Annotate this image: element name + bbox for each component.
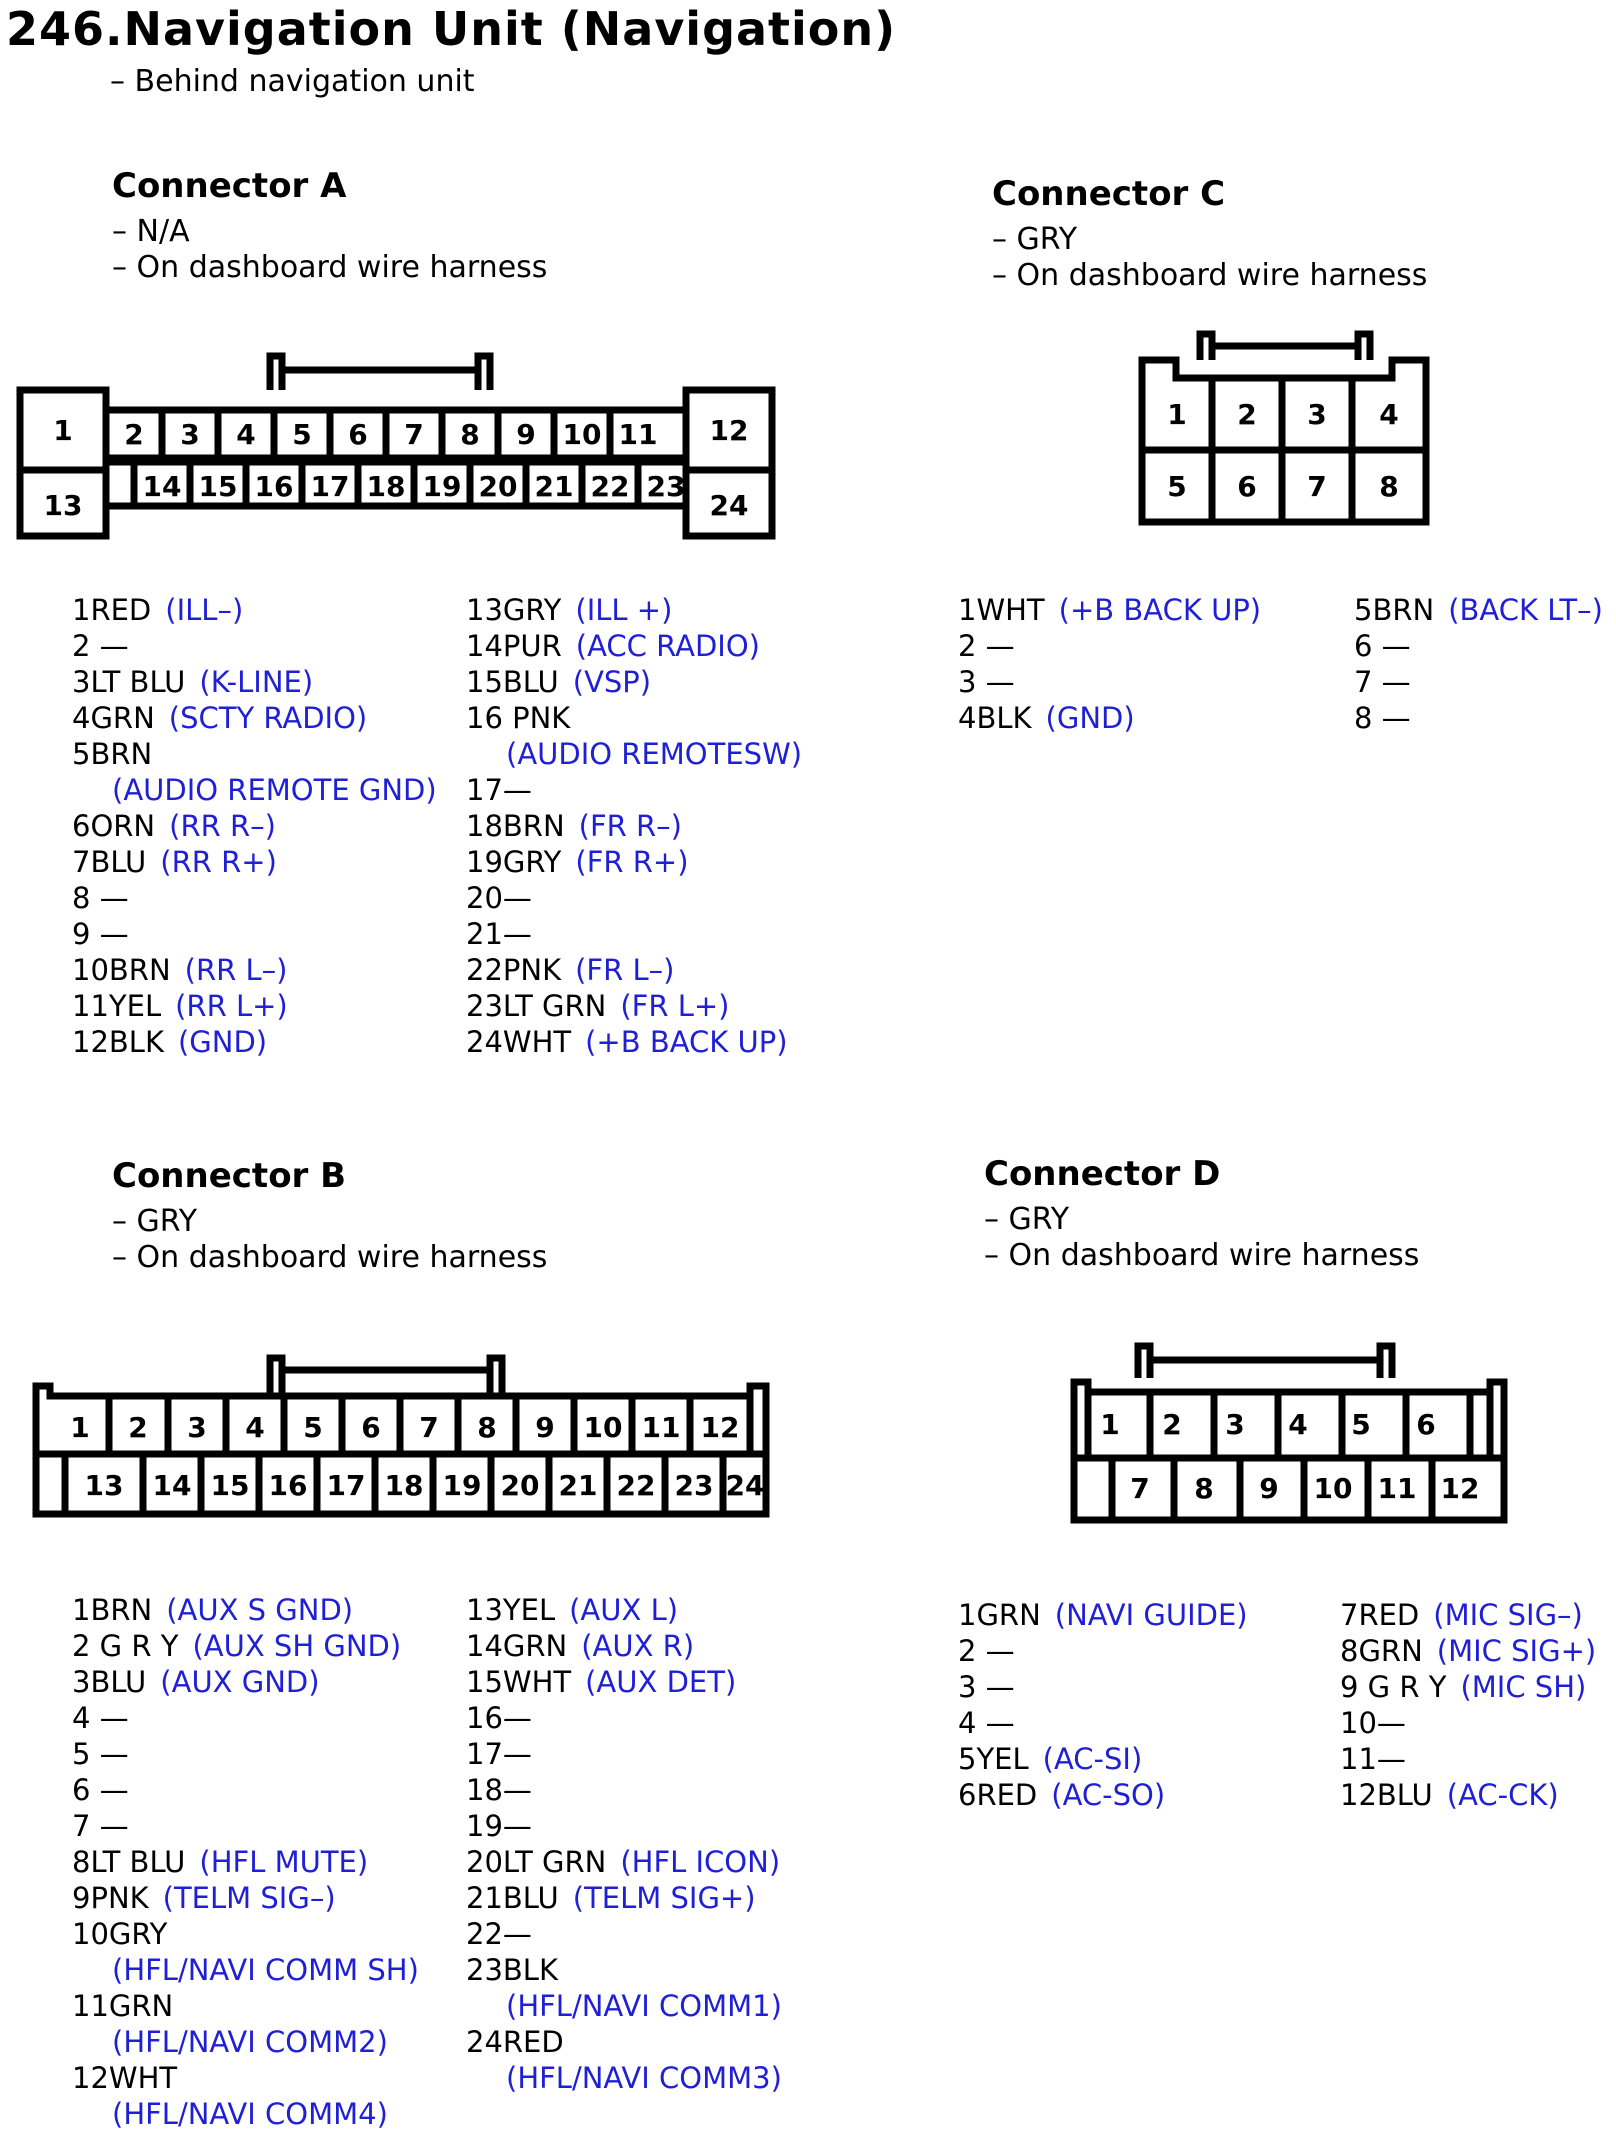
pin-wire-color: 12WHT xyxy=(72,2061,178,2095)
pin-row xyxy=(1354,628,1603,664)
pin-number: 7 xyxy=(419,1411,439,1444)
pin-wire-color: 10— xyxy=(1340,1706,1406,1740)
pin-row xyxy=(958,700,1261,736)
pin-number: 6 xyxy=(348,418,368,451)
pin-row xyxy=(72,1592,419,1628)
pin-function: (AUX R) xyxy=(581,1629,695,1663)
pin-wire-color: 8 — xyxy=(1354,701,1411,735)
pin-number: 1 xyxy=(1100,1408,1120,1441)
pin-function: (ILL–) xyxy=(165,593,244,627)
connector-b-harness: – On dashboard wire harness xyxy=(112,1240,548,1275)
connector-c-pin-list-left xyxy=(958,592,1261,736)
connector-c-color: – GRY xyxy=(992,222,1078,257)
pin-wire-color: 19— xyxy=(466,1809,532,1843)
connector-b-diagram xyxy=(20,1340,780,1530)
pin-row xyxy=(466,844,802,880)
pin-number: 22 xyxy=(616,1469,656,1502)
pin-function: (K-LINE) xyxy=(199,665,314,699)
pin-row xyxy=(958,1669,1248,1705)
pin-row xyxy=(466,988,802,1024)
pin-number: 21 xyxy=(558,1469,598,1502)
pin-wire-color: 7 — xyxy=(1354,665,1411,699)
pin-row xyxy=(466,628,802,664)
pin-row xyxy=(466,1700,782,1736)
pin-wire-color: 7 — xyxy=(72,1809,129,1843)
pin-number: 6 xyxy=(1416,1408,1436,1441)
pin-row xyxy=(466,1664,782,1700)
pin-row xyxy=(72,1700,419,1736)
connector-d-title: Connector D xyxy=(984,1154,1221,1194)
pin-row xyxy=(466,1592,782,1628)
connector-a-pin-list-right xyxy=(466,592,802,1060)
pin-number: 12 xyxy=(1440,1472,1480,1505)
pin-number: 2 xyxy=(128,1411,148,1444)
pin-row xyxy=(72,1916,419,1952)
pin-number: 2 xyxy=(124,418,144,451)
pin-row xyxy=(72,1628,419,1664)
pin-wire-color: 17— xyxy=(466,773,532,807)
pin-wire-color: 4GRN xyxy=(72,701,155,735)
connector-b-color: – GRY xyxy=(112,1204,198,1239)
pin-function: (RR R+) xyxy=(160,845,277,879)
pin-row xyxy=(958,1597,1248,1633)
pin-number: 18 xyxy=(366,470,406,503)
pin-number: 20 xyxy=(500,1469,540,1502)
pin-function: (HFL/NAVI COMM4) xyxy=(112,2097,388,2131)
pin-wire-color: 8 — xyxy=(72,881,129,915)
pin-function: (FR L–) xyxy=(575,953,675,987)
pin-wire-color: 1RED xyxy=(72,593,152,627)
pin-row xyxy=(72,700,437,736)
connector-b-pin-list-right xyxy=(466,1592,782,2096)
pin-row xyxy=(72,1844,419,1880)
pin-number: 5 xyxy=(292,418,312,451)
pin-row xyxy=(72,2096,419,2132)
pin-row xyxy=(1354,664,1603,700)
pin-row xyxy=(958,1633,1248,1669)
pin-row xyxy=(1340,1669,1596,1705)
pin-row xyxy=(466,1628,782,1664)
pin-row xyxy=(958,1777,1248,1813)
pin-wire-color: 24RED xyxy=(466,2025,564,2059)
connector-c-harness: – On dashboard wire harness xyxy=(992,258,1428,293)
pin-row xyxy=(72,592,437,628)
pin-wire-color: 23BLK xyxy=(466,1953,558,1987)
pin-wire-color: 11GRN xyxy=(72,1989,174,2023)
connector-b-pin-list-left xyxy=(72,1592,419,2132)
pin-row xyxy=(72,1952,419,1988)
pin-wire-color: 3 — xyxy=(958,1670,1015,1704)
pin-row xyxy=(72,736,437,772)
pin-function: (AUX S GND) xyxy=(166,1593,354,1627)
pin-number: 14 xyxy=(142,470,182,503)
pin-row xyxy=(72,664,437,700)
pin-wire-color: 15BLU xyxy=(466,665,559,699)
pin-function: (AUX SH GND) xyxy=(192,1629,402,1663)
pin-function: (AUDIO REMOTE GND) xyxy=(112,773,437,807)
pin-number: 1 xyxy=(70,1411,90,1444)
pin-wire-color: 7RED xyxy=(1340,1598,1420,1632)
pin-wire-color: 10GRY xyxy=(72,1917,168,1951)
pin-number: 13 xyxy=(84,1469,124,1502)
pin-number: 1 xyxy=(1167,398,1187,431)
pin-row xyxy=(466,808,802,844)
pin-wire-color: 5BRN xyxy=(1354,593,1435,627)
pin-wire-color: 22PNK xyxy=(466,953,562,987)
pin-wire-color: 14GRN xyxy=(466,1629,568,1663)
pin-wire-color: 2 G R Y xyxy=(72,1629,179,1663)
pin-wire-color: 10BRN xyxy=(72,953,171,987)
pin-function: (AUDIO REMOTESW) xyxy=(506,737,803,771)
pin-number: 20 xyxy=(478,470,518,503)
pin-number: 18 xyxy=(384,1469,424,1502)
pin-function: (SCTY RADIO) xyxy=(168,701,368,735)
pin-row xyxy=(466,880,802,916)
pin-function: (MIC SH) xyxy=(1460,1670,1587,1704)
pin-row xyxy=(72,2024,419,2060)
pin-row xyxy=(72,916,437,952)
connector-d-color: – GRY xyxy=(984,1202,1070,1237)
pin-wire-color: 4BLK xyxy=(958,701,1032,735)
pin-wire-color: 3LT BLU xyxy=(72,665,186,699)
pin-row xyxy=(72,772,437,808)
pin-function: (AUX GND) xyxy=(160,1665,320,1699)
pin-row xyxy=(958,628,1261,664)
pin-number: 9 xyxy=(535,1411,555,1444)
pin-number: 23 xyxy=(646,470,686,503)
pin-wire-color: 12BLK xyxy=(72,1025,164,1059)
pin-number: 4 xyxy=(1288,1408,1308,1441)
pin-number: 8 xyxy=(1194,1472,1214,1505)
connector-b-title: Connector B xyxy=(112,1156,347,1196)
pin-wire-color: 13YEL xyxy=(466,1593,556,1627)
pin-number: 2 xyxy=(1162,1408,1182,1441)
pin-wire-color: 11— xyxy=(1340,1742,1406,1776)
connector-c-title: Connector C xyxy=(992,174,1226,214)
pin-wire-color: 24WHT xyxy=(466,1025,572,1059)
pin-number: 4 xyxy=(1379,398,1399,431)
pin-number: 13 xyxy=(43,489,83,522)
pin-function: (FR L+) xyxy=(620,989,730,1023)
pin-function: (GND) xyxy=(177,1025,268,1059)
pin-row xyxy=(466,916,802,952)
pin-function: (ILL +) xyxy=(575,593,673,627)
pin-number: 1 xyxy=(53,414,73,447)
pin-wire-color: 1WHT xyxy=(958,593,1045,627)
pin-number: 6 xyxy=(1237,470,1257,503)
connector-c-diagram xyxy=(1130,320,1450,540)
pin-row xyxy=(72,1736,419,1772)
connector-d-pin-list-right xyxy=(1340,1597,1596,1813)
pin-number: 5 xyxy=(303,1411,323,1444)
pin-number: 16 xyxy=(268,1469,308,1502)
pin-row xyxy=(72,1024,437,1060)
pin-number: 5 xyxy=(1351,1408,1371,1441)
pin-number: 4 xyxy=(236,418,256,451)
pin-row xyxy=(466,592,802,628)
pin-row xyxy=(466,1024,802,1060)
page-title: 246.Navigation Unit (Navigation) xyxy=(6,2,897,56)
pin-function: (HFL MUTE) xyxy=(199,1845,369,1879)
pin-row xyxy=(466,1880,782,1916)
pin-number: 16 xyxy=(254,470,294,503)
pin-wire-color: 19GRY xyxy=(466,845,562,879)
connector-a-harness: – On dashboard wire harness xyxy=(112,250,548,285)
pin-number: 8 xyxy=(1379,470,1399,503)
pin-number: 24 xyxy=(709,489,749,522)
pin-row xyxy=(958,1705,1248,1741)
pin-function: (HFL ICON) xyxy=(620,1845,781,1879)
pin-wire-color: 23LT GRN xyxy=(466,989,607,1023)
pin-row xyxy=(1354,700,1603,736)
pin-row xyxy=(958,664,1261,700)
connector-c-pin-list-right xyxy=(1354,592,1603,736)
pin-number: 22 xyxy=(590,470,630,503)
pin-function: (HFL/NAVI COMM3) xyxy=(506,2061,782,2095)
pin-row xyxy=(1340,1777,1596,1813)
pin-row xyxy=(72,988,437,1024)
pin-wire-color: 9PNK xyxy=(72,1881,149,1915)
pin-function: (GND) xyxy=(1045,701,1135,735)
pin-wire-color: 9 — xyxy=(72,917,129,951)
pin-number: 3 xyxy=(187,1411,207,1444)
pin-row xyxy=(958,1741,1248,1777)
pin-number: 9 xyxy=(516,418,536,451)
pin-row xyxy=(958,592,1261,628)
pin-wire-color: 4 — xyxy=(72,1701,129,1735)
pin-wire-color: 20— xyxy=(466,881,532,915)
pin-wire-color: 2 — xyxy=(72,629,129,663)
pin-function: (HFL/NAVI COMM1) xyxy=(506,1989,782,2023)
pin-wire-color: 9 G R Y xyxy=(1340,1670,1447,1704)
pin-wire-color: 4 — xyxy=(958,1706,1015,1740)
pin-row xyxy=(466,1988,782,2024)
pin-number: 8 xyxy=(460,418,480,451)
pin-wire-color: 12BLU xyxy=(1340,1778,1433,1812)
pin-function: (AC-CK) xyxy=(1446,1778,1559,1812)
pin-row xyxy=(466,1952,782,1988)
pin-function: (AC-SO) xyxy=(1051,1778,1166,1812)
pin-number: 17 xyxy=(310,470,350,503)
pin-wire-color: 22— xyxy=(466,1917,532,1951)
pin-number: 10 xyxy=(1313,1472,1353,1505)
pin-wire-color: 8LT BLU xyxy=(72,1845,186,1879)
pin-number: 24 xyxy=(725,1469,765,1502)
pin-number: 10 xyxy=(562,418,602,451)
pin-number: 15 xyxy=(210,1469,250,1502)
pin-row xyxy=(466,700,802,736)
pin-number: 11 xyxy=(641,1411,681,1444)
pin-row xyxy=(72,880,437,916)
pin-wire-color: 21BLU xyxy=(466,1881,559,1915)
pin-row xyxy=(466,736,802,772)
connector-d-harness: – On dashboard wire harness xyxy=(984,1238,1420,1273)
pin-wire-color: 17— xyxy=(466,1737,532,1771)
pin-number: 11 xyxy=(618,418,658,451)
pin-function: (RR L+) xyxy=(175,989,288,1023)
pin-function: (AUX L) xyxy=(569,1593,679,1627)
pin-number: 21 xyxy=(534,470,574,503)
pin-row xyxy=(72,1880,419,1916)
pin-number: 3 xyxy=(180,418,200,451)
pin-row xyxy=(466,1736,782,1772)
pin-number: 6 xyxy=(361,1411,381,1444)
pin-row xyxy=(72,952,437,988)
pin-function: (BACK LT–) xyxy=(1448,593,1603,627)
pin-wire-color: 6ORN xyxy=(72,809,156,843)
pin-row xyxy=(466,2024,782,2060)
pin-function: (TELM SIG–) xyxy=(162,1881,336,1915)
pin-function: (NAVI GUIDE) xyxy=(1054,1598,1248,1632)
pin-function: (MIC SIG+) xyxy=(1436,1634,1597,1668)
pin-function: (RR R–) xyxy=(169,809,276,843)
pin-row xyxy=(1340,1633,1596,1669)
pin-row xyxy=(72,1664,419,1700)
pin-number: 7 xyxy=(1307,470,1327,503)
pin-number: 3 xyxy=(1307,398,1327,431)
pin-wire-color: 3BLU xyxy=(72,1665,147,1699)
pin-wire-color: 21— xyxy=(466,917,532,951)
pin-wire-color: 14PUR xyxy=(466,629,562,663)
pin-row xyxy=(72,628,437,664)
pin-wire-color: 5BRN xyxy=(72,737,153,771)
connector-a-diagram xyxy=(0,340,790,540)
pin-function: (TELM SIG+) xyxy=(572,1881,756,1915)
pin-wire-color: 15WHT xyxy=(466,1665,572,1699)
pin-wire-color: 18— xyxy=(466,1773,532,1807)
pin-row xyxy=(466,1916,782,1952)
pin-wire-color: 16— xyxy=(466,1701,532,1735)
connector-d-diagram xyxy=(1060,1330,1520,1530)
pin-function: (AC-SI) xyxy=(1042,1742,1143,1776)
pin-function: (HFL/NAVI COMM SH) xyxy=(112,1953,419,1987)
pin-function: (VSP) xyxy=(572,665,652,699)
pin-number: 8 xyxy=(477,1411,497,1444)
pin-row xyxy=(1340,1597,1596,1633)
pin-wire-color: 2 — xyxy=(958,1634,1015,1668)
pin-number: 9 xyxy=(1259,1472,1279,1505)
pin-function: (HFL/NAVI COMM2) xyxy=(112,2025,388,2059)
pin-wire-color: 2 — xyxy=(958,629,1015,663)
connector-a-title: Connector A xyxy=(112,166,347,206)
pin-wire-color: 6 — xyxy=(72,1773,129,1807)
pin-function: (MIC SIG–) xyxy=(1433,1598,1583,1632)
pin-row xyxy=(466,1808,782,1844)
pin-row xyxy=(72,844,437,880)
pin-row xyxy=(466,1844,782,1880)
pin-wire-color: 3 — xyxy=(958,665,1015,699)
pin-number: 12 xyxy=(700,1411,740,1444)
pin-wire-color: 8GRN xyxy=(1340,1634,1423,1668)
pin-wire-color: 7BLU xyxy=(72,845,147,879)
pin-row xyxy=(1340,1741,1596,1777)
pin-row xyxy=(1354,592,1603,628)
pin-row xyxy=(466,2060,782,2096)
pin-number: 7 xyxy=(404,418,424,451)
pin-wire-color: 18BRN xyxy=(466,809,565,843)
connector-d-pin-list-left xyxy=(958,1597,1248,1813)
pin-row xyxy=(466,952,802,988)
pin-number: 4 xyxy=(245,1411,265,1444)
pin-row xyxy=(72,1988,419,2024)
pin-number: 15 xyxy=(198,470,238,503)
pin-number: 19 xyxy=(422,470,462,503)
connector-a-color: – N/A xyxy=(112,214,190,249)
pin-wire-color: 5YEL xyxy=(958,1742,1029,1776)
pin-number: 10 xyxy=(583,1411,623,1444)
pin-row xyxy=(466,1772,782,1808)
pin-wire-color: 1BRN xyxy=(72,1593,153,1627)
pin-row xyxy=(1340,1705,1596,1741)
pin-wire-color: 6RED xyxy=(958,1778,1038,1812)
pin-number: 19 xyxy=(442,1469,482,1502)
pin-wire-color: 16 PNK xyxy=(466,701,571,735)
connector-a-pin-list-left xyxy=(72,592,437,1060)
pin-row xyxy=(72,808,437,844)
pin-number: 11 xyxy=(1377,1472,1417,1505)
pin-row xyxy=(72,1772,419,1808)
pin-function: (FR R–) xyxy=(578,809,682,843)
pin-row xyxy=(466,664,802,700)
pin-function: (RR L–) xyxy=(184,953,288,987)
page-subtitle: – Behind navigation unit xyxy=(110,64,475,99)
pin-function: (+B BACK UP) xyxy=(1058,593,1262,627)
pin-row xyxy=(72,1808,419,1844)
pin-function: (FR R+) xyxy=(575,845,689,879)
pin-number: 23 xyxy=(674,1469,714,1502)
pin-function: (ACC RADIO) xyxy=(575,629,760,663)
pin-wire-color: 5 — xyxy=(72,1737,129,1771)
pin-wire-color: 13GRY xyxy=(466,593,562,627)
pin-wire-color: 20LT GRN xyxy=(466,1845,607,1879)
pin-number: 14 xyxy=(152,1469,192,1502)
pin-number: 5 xyxy=(1167,470,1187,503)
pin-number: 3 xyxy=(1225,1408,1245,1441)
pin-number: 2 xyxy=(1237,398,1257,431)
pin-wire-color: 6 — xyxy=(1354,629,1411,663)
pin-number: 12 xyxy=(709,414,749,447)
pin-row xyxy=(466,772,802,808)
pin-number: 17 xyxy=(326,1469,366,1502)
pin-function: (+B BACK UP) xyxy=(585,1025,788,1059)
pin-wire-color: 11YEL xyxy=(72,989,162,1023)
pin-wire-color: 1GRN xyxy=(958,1598,1041,1632)
pin-row xyxy=(72,2060,419,2096)
pin-number: 7 xyxy=(1130,1472,1150,1505)
pin-function: (AUX DET) xyxy=(585,1665,737,1699)
